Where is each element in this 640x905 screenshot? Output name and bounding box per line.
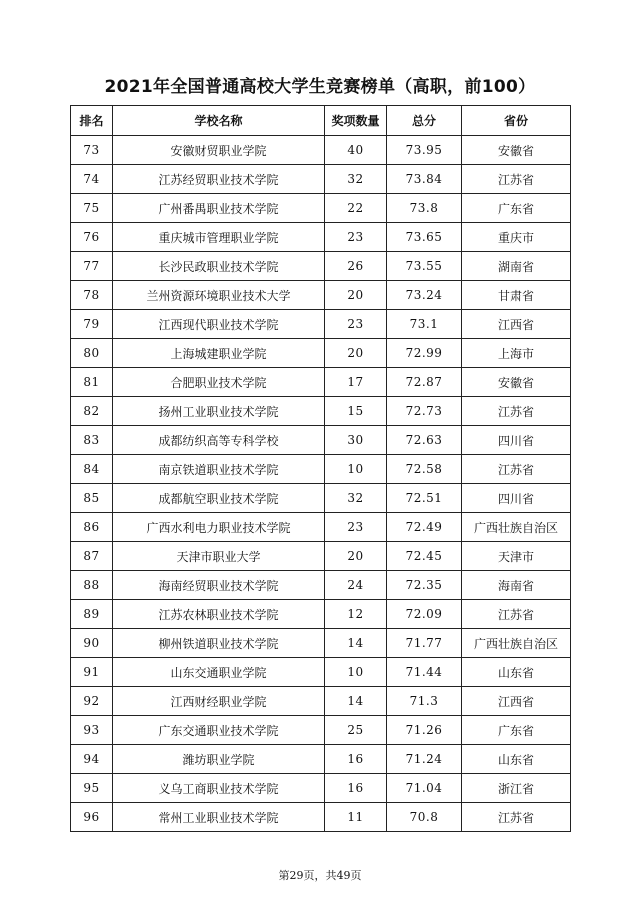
cell-award-count: 10 [325,455,387,484]
table-row [71,223,571,252]
cell-school-name: 广州番禺职业技术学院 [113,194,325,223]
cell-total-score: 72.09 [387,600,462,629]
cell-total-score: 72.35 [387,571,462,600]
cell-province: 江西省 [462,310,571,339]
table-row [71,281,571,310]
cell-award-count: 12 [325,600,387,629]
cell-school-name: 成都纺织高等专科学校 [113,426,325,455]
table-row [71,629,571,658]
cell-rank: 76 [71,223,113,252]
cell-rank: 93 [71,716,113,745]
cell-school-name: 广西水利电力职业技术学院 [113,513,325,542]
cell-rank: 96 [71,803,113,832]
cell-school-name: 长沙民政职业技术学院 [113,252,325,281]
cell-award-count: 20 [325,542,387,571]
cell-total-score: 73.95 [387,136,462,165]
cell-rank: 77 [71,252,113,281]
table-row [71,339,571,368]
cell-province: 江苏省 [462,600,571,629]
cell-school-name: 江西财经职业学院 [113,687,325,716]
cell-total-score: 73.24 [387,281,462,310]
cell-total-score: 72.63 [387,426,462,455]
cell-province: 海南省 [462,571,571,600]
cell-school-name: 海南经贸职业技术学院 [113,571,325,600]
page-title: 2021年全国普通高校大学生竞赛榜单（高职，前100） [104,77,536,97]
cell-province: 江苏省 [462,165,571,194]
cell-school-name: 安徽财贸职业学院 [113,136,325,165]
header-school-name: 学校名称 [113,106,325,136]
cell-rank: 87 [71,542,113,571]
cell-award-count: 20 [325,339,387,368]
cell-total-score: 71.44 [387,658,462,687]
cell-award-count: 16 [325,774,387,803]
cell-total-score: 71.24 [387,745,462,774]
cell-award-count: 32 [325,165,387,194]
cell-province: 甘肃省 [462,281,571,310]
cell-total-score: 72.49 [387,513,462,542]
table-row [71,716,571,745]
cell-school-name: 常州工业职业技术学院 [113,803,325,832]
cell-award-count: 40 [325,136,387,165]
cell-total-score: 73.8 [387,194,462,223]
cell-rank: 82 [71,397,113,426]
ranking-table [70,105,571,832]
cell-award-count: 25 [325,716,387,745]
table-row [71,368,571,397]
cell-award-count: 23 [325,310,387,339]
table-row [71,194,571,223]
cell-province: 天津市 [462,542,571,571]
table-row [71,165,571,194]
cell-school-name: 合肥职业技术学院 [113,368,325,397]
cell-school-name: 重庆城市管理职业学院 [113,223,325,252]
cell-total-score: 73.55 [387,252,462,281]
cell-award-count: 14 [325,629,387,658]
cell-province: 安徽省 [462,136,571,165]
table-row [71,484,571,513]
cell-award-count: 16 [325,745,387,774]
cell-total-score: 72.45 [387,542,462,571]
table-row [71,455,571,484]
cell-award-count: 14 [325,687,387,716]
cell-total-score: 72.58 [387,455,462,484]
cell-province: 浙江省 [462,774,571,803]
cell-school-name: 天津市职业大学 [113,542,325,571]
cell-rank: 95 [71,774,113,803]
cell-province: 广西壮族自治区 [462,629,571,658]
cell-total-score: 71.77 [387,629,462,658]
cell-school-name: 兰州资源环境职业技术大学 [113,281,325,310]
table-row [71,426,571,455]
cell-award-count: 22 [325,194,387,223]
cell-award-count: 32 [325,484,387,513]
cell-province: 江苏省 [462,803,571,832]
cell-rank: 88 [71,571,113,600]
cell-total-score: 73.65 [387,223,462,252]
cell-school-name: 南京铁道职业技术学院 [113,455,325,484]
cell-province: 重庆市 [462,223,571,252]
cell-total-score: 72.51 [387,484,462,513]
cell-province: 广西壮族自治区 [462,513,571,542]
cell-award-count: 23 [325,513,387,542]
table-row [71,774,571,803]
cell-rank: 84 [71,455,113,484]
cell-rank: 90 [71,629,113,658]
cell-total-score: 72.73 [387,397,462,426]
cell-total-score: 72.99 [387,339,462,368]
cell-rank: 74 [71,165,113,194]
cell-province: 上海市 [462,339,571,368]
header-rank: 排名 [71,106,113,136]
table-row [71,803,571,832]
cell-rank: 94 [71,745,113,774]
table-row [71,252,571,281]
cell-total-score: 71.04 [387,774,462,803]
table-row [71,745,571,774]
cell-school-name: 扬州工业职业技术学院 [113,397,325,426]
cell-province: 广东省 [462,194,571,223]
cell-award-count: 11 [325,803,387,832]
cell-total-score: 73.84 [387,165,462,194]
cell-total-score: 71.26 [387,716,462,745]
table-row [71,136,571,165]
cell-total-score: 71.3 [387,687,462,716]
cell-award-count: 10 [325,658,387,687]
cell-province: 江苏省 [462,397,571,426]
table-row [71,397,571,426]
cell-school-name: 山东交通职业学院 [113,658,325,687]
table-body [71,136,571,832]
cell-rank: 80 [71,339,113,368]
cell-province: 山东省 [462,658,571,687]
table-row [71,658,571,687]
cell-rank: 86 [71,513,113,542]
header-province: 省份 [462,106,571,136]
header-award-count: 奖项数量 [325,106,387,136]
cell-school-name: 江苏农林职业技术学院 [113,600,325,629]
cell-province: 江苏省 [462,455,571,484]
cell-rank: 79 [71,310,113,339]
cell-total-score: 72.87 [387,368,462,397]
cell-province: 广东省 [462,716,571,745]
cell-rank: 83 [71,426,113,455]
page-footer: 第29页，共49页 [278,869,362,882]
table-row [71,542,571,571]
cell-province: 江西省 [462,687,571,716]
cell-rank: 81 [71,368,113,397]
cell-total-score: 70.8 [387,803,462,832]
table-row [71,571,571,600]
cell-award-count: 26 [325,252,387,281]
cell-total-score: 73.1 [387,310,462,339]
header-total-score: 总分 [387,106,462,136]
cell-school-name: 江西现代职业技术学院 [113,310,325,339]
cell-rank: 75 [71,194,113,223]
cell-award-count: 30 [325,426,387,455]
table-row [71,687,571,716]
cell-award-count: 23 [325,223,387,252]
cell-award-count: 17 [325,368,387,397]
cell-rank: 78 [71,281,113,310]
cell-rank: 89 [71,600,113,629]
cell-school-name: 柳州铁道职业技术学院 [113,629,325,658]
cell-award-count: 15 [325,397,387,426]
cell-province: 四川省 [462,426,571,455]
cell-rank: 92 [71,687,113,716]
cell-rank: 85 [71,484,113,513]
cell-school-name: 潍坊职业学院 [113,745,325,774]
table-row [71,513,571,542]
cell-school-name: 广东交通职业技术学院 [113,716,325,745]
cell-school-name: 成都航空职业技术学院 [113,484,325,513]
table-row [71,310,571,339]
cell-award-count: 20 [325,281,387,310]
cell-school-name: 上海城建职业学院 [113,339,325,368]
cell-rank: 91 [71,658,113,687]
cell-school-name: 江苏经贸职业技术学院 [113,165,325,194]
cell-rank: 73 [71,136,113,165]
cell-school-name: 义乌工商职业技术学院 [113,774,325,803]
cell-province: 湖南省 [462,252,571,281]
cell-province: 四川省 [462,484,571,513]
cell-province: 安徽省 [462,368,571,397]
cell-award-count: 24 [325,571,387,600]
cell-province: 山东省 [462,745,571,774]
table-row [71,600,571,629]
table-header-row [71,106,571,136]
